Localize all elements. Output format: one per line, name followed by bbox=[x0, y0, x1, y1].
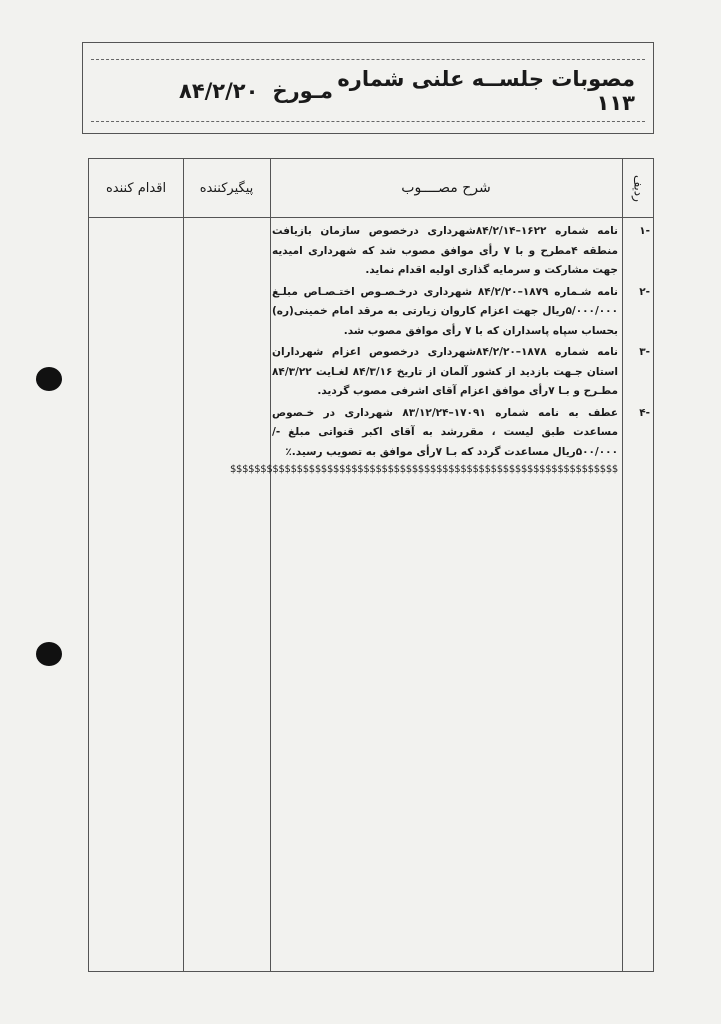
item-number: -۴ bbox=[639, 406, 650, 419]
date-value: ۸۴/۲/۲۰ bbox=[179, 79, 259, 103]
date-label: مـورخ bbox=[272, 79, 334, 103]
session-title: مصوبات جلســه علنی شماره ۱۱۳ bbox=[337, 67, 635, 115]
item-number: -۱ bbox=[639, 225, 650, 237]
item-number: -۳ bbox=[639, 346, 650, 358]
header-row-divider bbox=[89, 217, 653, 218]
punch-hole-top bbox=[36, 367, 62, 391]
item-number: -۲ bbox=[639, 285, 650, 298]
end-of-list-marker: $$$$$$$$$$$$$$$$$$$$$$$$$$$$$$$$$$$$$$$$$$$$$$$$$$$$$$$$$$$$$$$$ bbox=[230, 464, 618, 475]
column-header-row-number: ردیف bbox=[631, 174, 646, 202]
resolution-item bbox=[270, 222, 652, 281]
header-box bbox=[82, 42, 654, 134]
resolution-item bbox=[270, 343, 652, 402]
session-date bbox=[179, 79, 333, 103]
item-text: نامه شماره ۱۶۲۲–۸۴/۲/۱۴شهرداری درخصوص سازمان بازیافت منطقه ۴مطرح و با ۷ رأی موافق مصوب شد که شهرداری امیدیه جهت مشارکت و سرمایه گذاری اولیه اقدام نماید. bbox=[272, 225, 618, 276]
column-header-description: شرح مصــــوب bbox=[401, 180, 491, 196]
punch-hole-bottom bbox=[36, 642, 62, 666]
column-divider bbox=[183, 159, 184, 971]
item-text: نامه شـماره ۱۸۷۹–۸۴/۲/۲۰ شهرداری درخـصـوص اختـصـاص مبلـغ ۵/۰۰۰/۰۰۰ریال جهت اعزام کاروان زیارتی به مرقد امام خمینی(ره) بحساب سپاه پاسداران که با ۷ رأی موافق مصوب شد. bbox=[272, 285, 618, 337]
resolution-item bbox=[270, 283, 652, 342]
item-text: عطف به نامه شماره ۱۷۰۹۱–۸۳/۱۲/۲۴ شهرداری در خـصوص مساعدت طبق لیست ، مقررشد به آقای اکبر قنواتی مبلغ -/۵۰۰/۰۰۰ریال مساعدت گردد که بـا ۷رأی موافق به تصویب رسید.٪ bbox=[272, 406, 618, 458]
column-header-follow-up: پیگیرکننده bbox=[199, 180, 254, 196]
resolution-list bbox=[230, 222, 652, 478]
column-header-action: اقدام کننده bbox=[105, 180, 167, 196]
header-title-row bbox=[83, 67, 653, 115]
header-dashed-rule-bottom bbox=[91, 121, 645, 122]
header-dashed-rule-top bbox=[91, 59, 645, 60]
resolution-item bbox=[270, 404, 652, 463]
item-text: نامه شماره ۱۸۷۸–۸۴/۲/۲۰شهرداری درخصوص اعزام شهرداران استان جـهت بازدید از کشور آلمان از تاریخ ۸۴/۳/۱۶ لغـایت ۸۴/۳/۲۲ مطـرح و بـا ۷رأی موافق اعزام آقای اشرفی مصوب گردید. bbox=[272, 346, 618, 397]
